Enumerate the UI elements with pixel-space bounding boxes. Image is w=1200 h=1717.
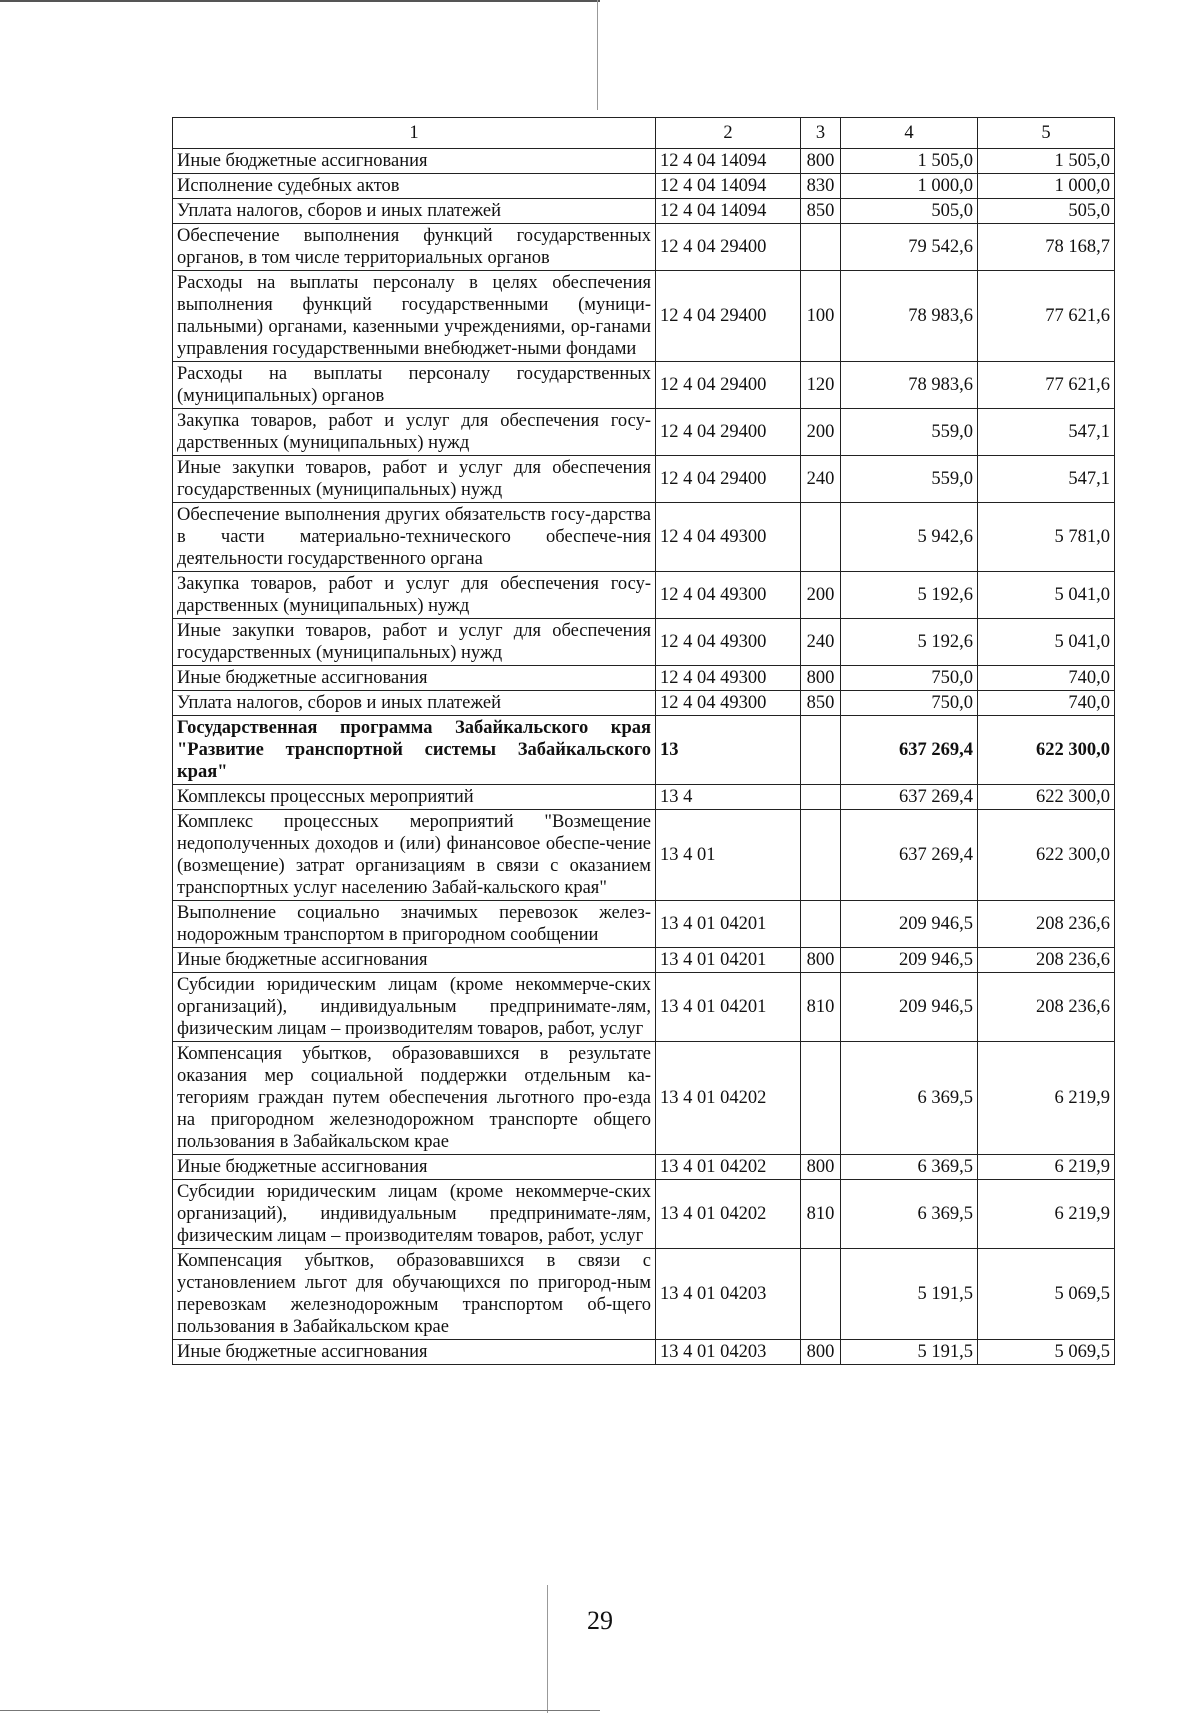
row-amount-year1-cell: 559,0 <box>841 409 978 456</box>
row-name-cell: Государственная программа Забайкальского края "Развитие транспортной системы Забайкальского края" <box>173 716 656 785</box>
row-amount-year1-cell: 1 000,0 <box>841 174 978 199</box>
row-amount-year2-cell: 6 219,9 <box>978 1155 1115 1180</box>
row-expense-type-cell <box>801 901 841 948</box>
table-row <box>173 948 1115 973</box>
column-header: 3 <box>801 118 841 149</box>
row-name-cell: Комплекс процессных мероприятий "Возмещение недополученных доходов и (или) финансовое обеспе-чение (возмещение) затрат организациям в связи с оказанием транспортных услуг населению Забай-кальского края" <box>173 810 656 901</box>
row-name-cell: Расходы на выплаты персоналу в целях обеспечения выполнения функций государственными (муници-пальными) органами, казенными учреждениями, ор-ганами управления государственными внебюджет-ными фондами <box>173 271 656 362</box>
row-amount-year2-cell: 1 505,0 <box>978 149 1115 174</box>
row-expense-type-cell: 800 <box>801 1155 841 1180</box>
row-amount-year2-cell: 5 041,0 <box>978 572 1115 619</box>
row-name-cell: Исполнение судебных актов <box>173 174 656 199</box>
row-amount-year2-cell: 622 300,0 <box>978 716 1115 785</box>
row-code-cell: 12 4 04 14094 <box>656 199 801 224</box>
row-code-cell: 13 4 01 04202 <box>656 1042 801 1155</box>
row-code-cell: 13 4 01 04203 <box>656 1249 801 1340</box>
row-expense-type-cell <box>801 785 841 810</box>
row-name-cell: Субсидии юридическим лицам (кроме некоммерче-ских организаций), индивидуальным предпринимате-лям, физическим лицам – производителям товаров, работ, услуг <box>173 973 656 1042</box>
row-expense-type-cell: 800 <box>801 948 841 973</box>
row-expense-type-cell: 810 <box>801 973 841 1042</box>
row-name-cell: Закупка товаров, работ и услуг для обеспечения госу-дарственных (муниципальных) нужд <box>173 572 656 619</box>
row-amount-year1-cell: 79 542,6 <box>841 224 978 271</box>
row-code-cell: 13 4 01 04202 <box>656 1180 801 1249</box>
row-code-cell: 12 4 04 49300 <box>656 619 801 666</box>
page-number: 29 <box>587 1606 613 1635</box>
scan-artifact-line <box>547 1585 548 1713</box>
row-name-cell: Обеспечение выполнения функций государственных органов, в том числе территориальных органов <box>173 224 656 271</box>
row-expense-type-cell: 830 <box>801 174 841 199</box>
row-name-cell: Иные бюджетные ассигнования <box>173 666 656 691</box>
table-row <box>173 1180 1115 1249</box>
table-row <box>173 666 1115 691</box>
table-header-row <box>173 118 1115 149</box>
row-amount-year1-cell: 6 369,5 <box>841 1155 978 1180</box>
row-amount-year2-cell: 208 236,6 <box>978 973 1115 1042</box>
table-row <box>173 1155 1115 1180</box>
row-expense-type-cell <box>801 810 841 901</box>
row-amount-year1-cell: 1 505,0 <box>841 149 978 174</box>
table-row <box>173 409 1115 456</box>
row-amount-year2-cell: 622 300,0 <box>978 810 1115 901</box>
row-amount-year1-cell: 78 983,6 <box>841 271 978 362</box>
row-amount-year1-cell: 750,0 <box>841 691 978 716</box>
row-amount-year1-cell: 5 192,6 <box>841 572 978 619</box>
table-body <box>173 149 1115 1365</box>
row-amount-year2-cell: 5 069,5 <box>978 1249 1115 1340</box>
row-code-cell: 12 4 04 49300 <box>656 572 801 619</box>
row-amount-year1-cell: 5 192,6 <box>841 619 978 666</box>
row-code-cell: 13 4 <box>656 785 801 810</box>
table-row <box>173 716 1115 785</box>
row-amount-year2-cell: 547,1 <box>978 409 1115 456</box>
row-expense-type-cell: 200 <box>801 409 841 456</box>
table-row <box>173 901 1115 948</box>
row-code-cell: 13 4 01 04201 <box>656 948 801 973</box>
row-name-cell: Иные бюджетные ассигнования <box>173 948 656 973</box>
row-amount-year2-cell: 6 219,9 <box>978 1180 1115 1249</box>
row-amount-year2-cell: 740,0 <box>978 691 1115 716</box>
table-row <box>173 691 1115 716</box>
row-code-cell: 12 4 04 29400 <box>656 456 801 503</box>
table-row <box>173 785 1115 810</box>
row-expense-type-cell <box>801 224 841 271</box>
table-row <box>173 810 1115 901</box>
row-name-cell: Субсидии юридическим лицам (кроме некоммерче-ских организаций), индивидуальным предпринимате-лям, физическим лицам – производителям товаров, работ, услуг <box>173 1180 656 1249</box>
row-expense-type-cell: 120 <box>801 362 841 409</box>
row-code-cell: 12 4 04 49300 <box>656 691 801 716</box>
row-amount-year2-cell: 547,1 <box>978 456 1115 503</box>
scan-border-top <box>0 0 600 2</box>
row-name-cell: Комплексы процессных мероприятий <box>173 785 656 810</box>
table-row <box>173 271 1115 362</box>
row-amount-year1-cell: 637 269,4 <box>841 810 978 901</box>
table-row <box>173 503 1115 572</box>
row-amount-year2-cell: 740,0 <box>978 666 1115 691</box>
row-amount-year2-cell: 622 300,0 <box>978 785 1115 810</box>
row-code-cell: 12 4 04 29400 <box>656 362 801 409</box>
row-expense-type-cell <box>801 503 841 572</box>
row-expense-type-cell: 810 <box>801 1180 841 1249</box>
column-header: 2 <box>656 118 801 149</box>
row-name-cell: Уплата налогов, сборов и иных платежей <box>173 691 656 716</box>
row-code-cell: 12 4 04 29400 <box>656 271 801 362</box>
row-amount-year1-cell: 5 191,5 <box>841 1249 978 1340</box>
table-row <box>173 174 1115 199</box>
row-amount-year1-cell: 209 946,5 <box>841 973 978 1042</box>
row-amount-year1-cell: 637 269,4 <box>841 785 978 810</box>
row-expense-type-cell: 800 <box>801 149 841 174</box>
row-amount-year2-cell: 208 236,6 <box>978 901 1115 948</box>
row-amount-year1-cell: 78 983,6 <box>841 362 978 409</box>
scan-artifact-line <box>597 0 598 110</box>
table-row <box>173 199 1115 224</box>
row-expense-type-cell: 800 <box>801 666 841 691</box>
row-name-cell: Закупка товаров, работ и услуг для обеспечения госу-дарственных (муниципальных) нужд <box>173 409 656 456</box>
table-row <box>173 456 1115 503</box>
row-expense-type-cell: 800 <box>801 1340 841 1365</box>
row-name-cell: Выполнение социально значимых перевозок желез-нодорожным транспортом в пригородном сообщении <box>173 901 656 948</box>
table-row <box>173 572 1115 619</box>
row-amount-year2-cell: 208 236,6 <box>978 948 1115 973</box>
row-amount-year1-cell: 750,0 <box>841 666 978 691</box>
row-code-cell: 12 4 04 14094 <box>656 174 801 199</box>
row-name-cell: Обеспечение выполнения других обязательств госу-дарства в части материально-технического обеспече-ния деятельности государственного органа <box>173 503 656 572</box>
table-row <box>173 1249 1115 1340</box>
row-expense-type-cell: 200 <box>801 572 841 619</box>
row-name-cell: Уплата налогов, сборов и иных платежей <box>173 199 656 224</box>
row-amount-year1-cell: 6 369,5 <box>841 1180 978 1249</box>
table-row <box>173 1042 1115 1155</box>
budget-table <box>172 117 1115 1365</box>
row-name-cell: Иные бюджетные ассигнования <box>173 1155 656 1180</box>
row-code-cell: 12 4 04 49300 <box>656 666 801 691</box>
row-expense-type-cell <box>801 1249 841 1340</box>
row-amount-year2-cell: 78 168,7 <box>978 224 1115 271</box>
row-amount-year2-cell: 505,0 <box>978 199 1115 224</box>
row-name-cell: Иные бюджетные ассигнования <box>173 1340 656 1365</box>
row-expense-type-cell <box>801 716 841 785</box>
row-expense-type-cell: 850 <box>801 199 841 224</box>
row-amount-year2-cell: 1 000,0 <box>978 174 1115 199</box>
row-name-cell: Иные бюджетные ассигнования <box>173 149 656 174</box>
row-code-cell: 12 4 04 49300 <box>656 503 801 572</box>
row-code-cell: 12 4 04 14094 <box>656 149 801 174</box>
row-code-cell: 12 4 04 29400 <box>656 409 801 456</box>
row-amount-year2-cell: 5 781,0 <box>978 503 1115 572</box>
row-code-cell: 13 4 01 04202 <box>656 1155 801 1180</box>
row-amount-year1-cell: 209 946,5 <box>841 901 978 948</box>
row-amount-year2-cell: 77 621,6 <box>978 271 1115 362</box>
row-amount-year1-cell: 6 369,5 <box>841 1042 978 1155</box>
table-row <box>173 224 1115 271</box>
column-header: 1 <box>173 118 656 149</box>
table-row <box>173 1340 1115 1365</box>
row-code-cell: 13 <box>656 716 801 785</box>
row-amount-year2-cell: 6 219,9 <box>978 1042 1115 1155</box>
row-name-cell: Компенсация убытков, образовавшихся в результате оказания мер социальной поддержки отдельным ка-тегориям граждан путем обеспечения льготного про-езда на пригородном железнодорожном транспорте общего пользования в Забайкальском крае <box>173 1042 656 1155</box>
row-name-cell: Иные закупки товаров, работ и услуг для обеспечения государственных (муниципальных) нужд <box>173 456 656 503</box>
row-code-cell: 13 4 01 04201 <box>656 901 801 948</box>
row-code-cell: 13 4 01 04201 <box>656 973 801 1042</box>
row-amount-year1-cell: 209 946,5 <box>841 948 978 973</box>
row-expense-type-cell: 240 <box>801 456 841 503</box>
row-amount-year1-cell: 505,0 <box>841 199 978 224</box>
row-name-cell: Компенсация убытков, образовавшихся в связи с установлением льгот для обучающихся по пригород-ным перевозкам железнодорожным транспортом об-щего пользования в Забайкальском крае <box>173 1249 656 1340</box>
row-amount-year1-cell: 559,0 <box>841 456 978 503</box>
row-amount-year1-cell: 637 269,4 <box>841 716 978 785</box>
row-code-cell: 13 4 01 <box>656 810 801 901</box>
column-header: 4 <box>841 118 978 149</box>
row-expense-type-cell <box>801 1042 841 1155</box>
column-header: 5 <box>978 118 1115 149</box>
row-expense-type-cell: 240 <box>801 619 841 666</box>
row-amount-year1-cell: 5 191,5 <box>841 1340 978 1365</box>
row-code-cell: 12 4 04 29400 <box>656 224 801 271</box>
table-row <box>173 149 1115 174</box>
row-amount-year2-cell: 5 069,5 <box>978 1340 1115 1365</box>
row-amount-year2-cell: 77 621,6 <box>978 362 1115 409</box>
row-name-cell: Расходы на выплаты персоналу государственных (муниципальных) органов <box>173 362 656 409</box>
row-expense-type-cell: 850 <box>801 691 841 716</box>
row-name-cell: Иные закупки товаров, работ и услуг для обеспечения государственных (муниципальных) нужд <box>173 619 656 666</box>
scan-border-bottom <box>0 1710 600 1711</box>
table-row <box>173 362 1115 409</box>
table-row <box>173 973 1115 1042</box>
row-code-cell: 13 4 01 04203 <box>656 1340 801 1365</box>
row-amount-year2-cell: 5 041,0 <box>978 619 1115 666</box>
row-amount-year1-cell: 5 942,6 <box>841 503 978 572</box>
table-row <box>173 619 1115 666</box>
row-expense-type-cell: 100 <box>801 271 841 362</box>
